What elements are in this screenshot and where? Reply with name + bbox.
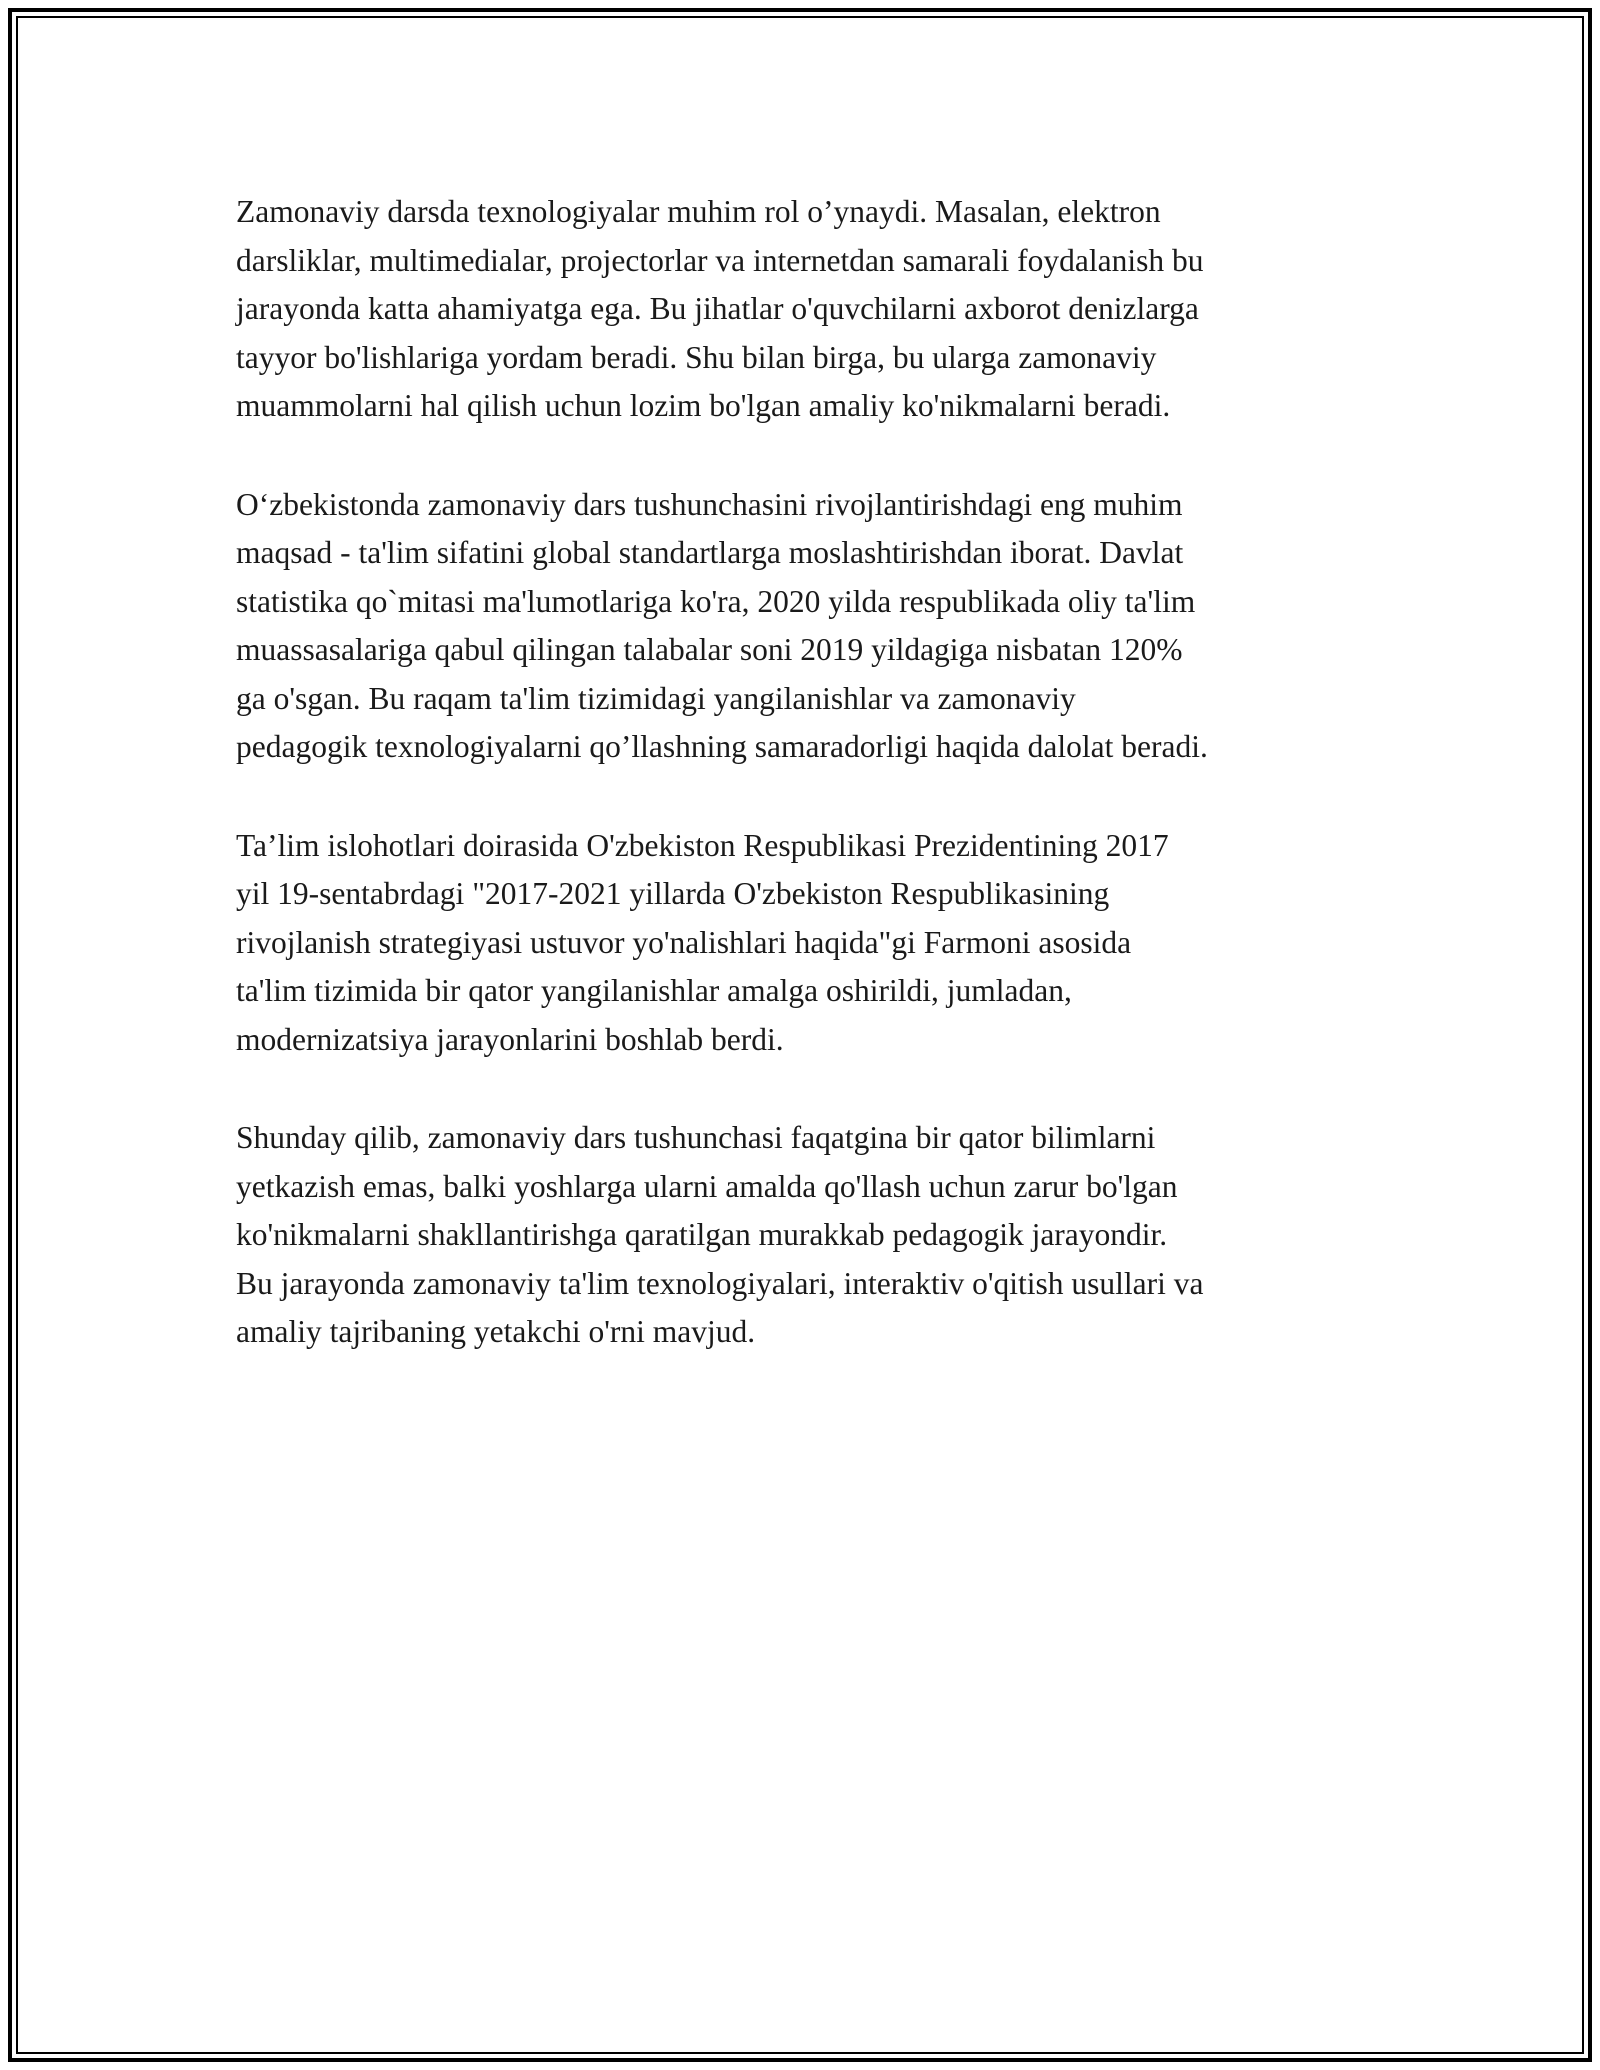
paragraph-reforms (236, 822, 1396, 1065)
text-line: pedagogik texnologiyalarni qo’llashning samaradorligi haqida dalolat beradi. (236, 729, 1208, 764)
text-line: Shunday qilib, zamonaviy dars tushunchasi faqatgina bir qator bilimlarni (236, 1120, 1156, 1155)
paragraph-goals (236, 481, 1396, 772)
text-line: Ta’lim islohotlari doirasida O'zbekiston Respublikasi Prezidentining 2017 (236, 827, 1169, 863)
text-line: tayyor bo'lishlariga yordam beradi. Shu bilan birga, bu ularga zamonaviy (236, 339, 1157, 375)
text-line: maqsad - ta'lim sifatini global standartlarga moslashtirishdan iborat. Davlat (236, 535, 1184, 570)
paragraph-conclusion (236, 1114, 1396, 1357)
text-line: darsliklar, multimedialar, projectorlar va internetdan samarali foydalanish bu (236, 242, 1204, 278)
text-line: Zamonaviy darsda texnologiyalar muhim rol o’ynaydi. Masalan, elektron (236, 194, 1161, 229)
text-line: muassasalariga qabul qilingan talabalar soni 2019 yildagiga nisbatan 120% (236, 632, 1183, 667)
text-line: O‘zbekistonda zamonaviy dars tushunchasini rivojlantirishdagi eng muhim (236, 486, 1183, 522)
text-line: ga o'sgan. Bu raqam ta'lim tizimidagi yangilanishlar va zamonaviy (236, 680, 1076, 716)
text-line: Bu jarayonda zamonaviy ta'lim texnologiyalari, interaktiv o'qitish usullari va (236, 1265, 1204, 1301)
document-body (236, 188, 1396, 1407)
text-line: rivojlanish strategiyasi ustuvor yo'nalishlari haqida"gi Farmoni asosida (236, 924, 1132, 960)
text-line: yil 19-sentabrdagi "2017-2021 yillarda O'zbekiston Respublikasining (236, 876, 1110, 911)
text-line: ko'nikmalarni shakllantirishga qaratilgan murakkab pedagogik jarayondir. (236, 1217, 1168, 1252)
text-line: jarayonda katta ahamiyatga ega. Bu jihatlar o'quvchilarni axborot denizlarga (236, 291, 1199, 326)
text-line: statistika qo`mitasi ma'lumotlariga ko'ra, 2020 yilda respublikada oliy ta'lim (236, 583, 1196, 619)
text-line: amaliy tajribaning yetakchi o'rni mavjud. (236, 1314, 756, 1349)
text-line: modernizatsiya jarayonlarini boshlab berdi. (236, 1021, 784, 1057)
text-line: yetkazish emas, balki yoshlarga ularni amalda qo'llash uchun zarur bo'lgan (236, 1168, 1178, 1204)
text-line: muammolarni hal qilish uchun lozim bo'lgan amaliy ko'nikmalarni beradi. (236, 388, 1171, 423)
paragraph-technology (236, 188, 1396, 431)
text-line: ta'lim tizimida bir qator yangilanishlar amalga oshirildi, jumladan, (236, 973, 1072, 1008)
